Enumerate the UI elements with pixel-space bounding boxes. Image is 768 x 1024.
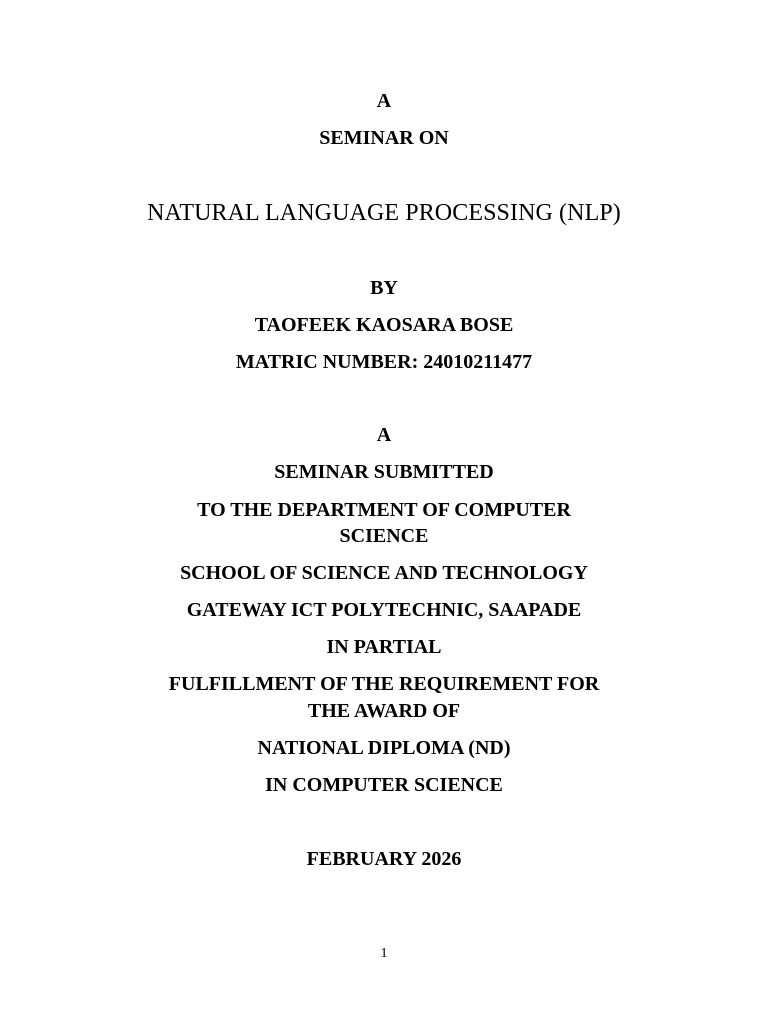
letter-a-top: A [376, 90, 392, 112]
diploma-name: NATIONAL DIPLOMA (ND) [257, 737, 511, 759]
department-line-2: SCIENCE [339, 525, 429, 547]
author-name: TAOFEEK KAOSARA BOSE [254, 314, 514, 336]
in-partial: IN PARTIAL [326, 636, 442, 658]
seminar-title: NATURAL LANGUAGE PROCESSING (NLP) [147, 200, 621, 226]
seminar-submitted: SEMINAR SUBMITTED [274, 461, 494, 483]
course-name: IN COMPUTER SCIENCE [265, 774, 503, 796]
seminar-on-heading: SEMINAR ON [319, 127, 449, 149]
submission-date: FEBRUARY 2026 [306, 848, 462, 870]
fulfillment-line-2: THE AWARD OF [307, 700, 461, 722]
by-label: BY [370, 277, 398, 299]
school-name: SCHOOL OF SCIENCE AND TECHNOLOGY [180, 562, 588, 584]
fulfillment-line-1: FULFILLMENT OF THE REQUIREMENT FOR [168, 673, 600, 695]
institution-name: GATEWAY ICT POLYTECHNIC, SAAPADE [186, 599, 582, 621]
letter-a-middle: A [376, 424, 392, 446]
matric-number: MATRIC NUMBER: 24010211477 [235, 351, 533, 373]
page-number: 1 [380, 946, 388, 961]
department-line-1: TO THE DEPARTMENT OF COMPUTER [197, 499, 571, 521]
